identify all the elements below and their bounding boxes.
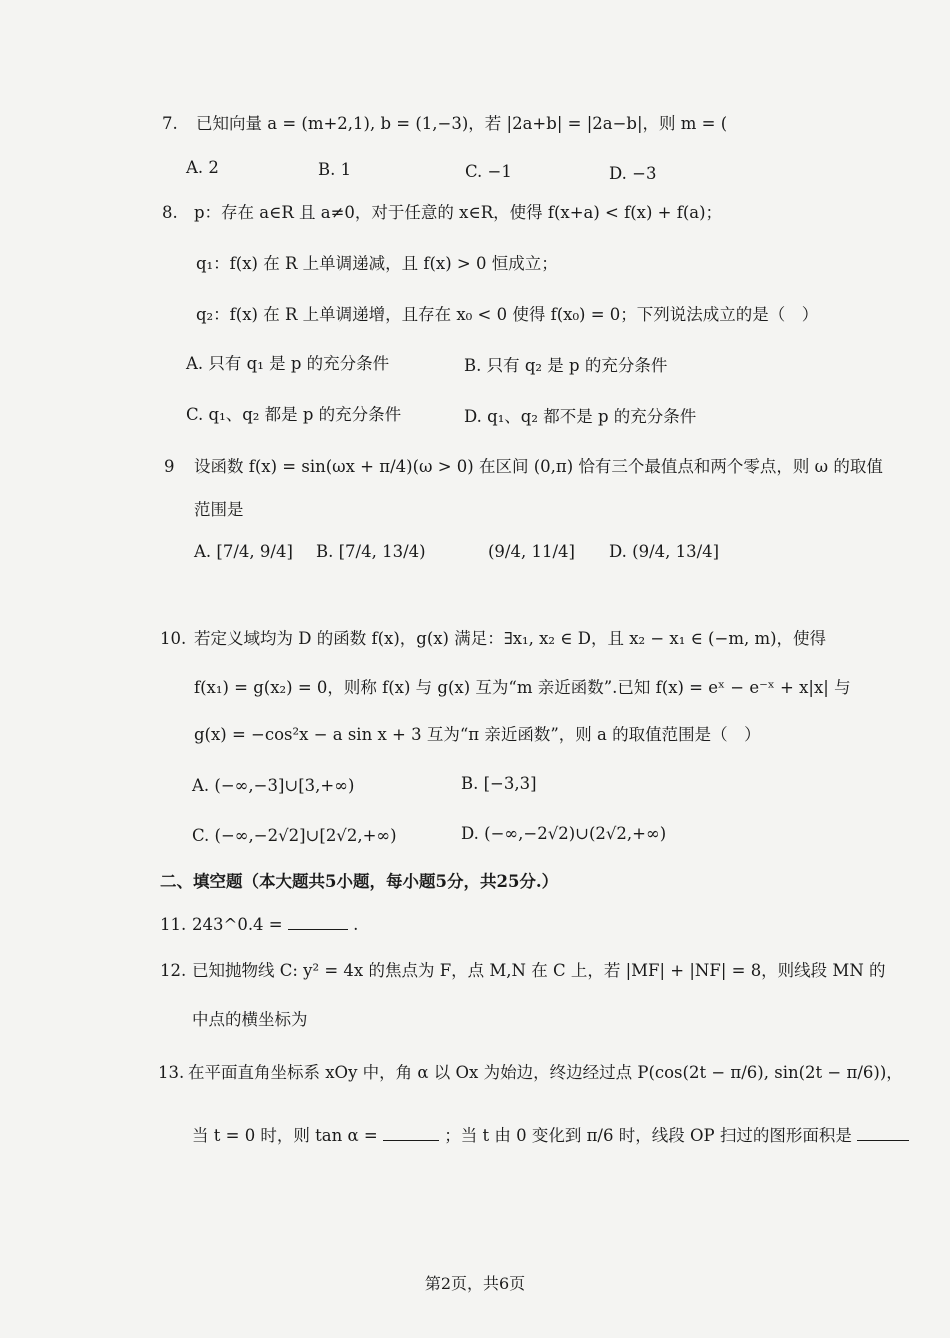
question-10-line-1: 若定义域均为 D 的函数 f(x)，g(x) 满足：∃x₁, x₂ ∈ D，且 x₂ − x₁ ∈ (−m, m)，使得 [194,629,827,648]
question-10-option-d: D. (−∞,−2√2)∪(2√2,+∞) [461,824,667,843]
page-footer: 第2页，共6页 [424,1274,526,1293]
question-10-line-2: f(x₁) = g(x₂) = 0，则称 f(x) 与 g(x) 互为“m 亲近函数”.已知 f(x) = eˣ − e⁻ˣ + x|x| 与 [194,678,851,697]
question-12-line-1: 已知抛物线 C: y² = 4x 的焦点为 F，点 M,N 在 C 上，若 |MF| + |NF| = 8，则线段 MN 的 [192,961,886,980]
question-9-stem: 设函数 f(x) = sin(ωx + π/4)(ω > 0) 在区间 (0,π) 恰有三个最值点和两个零点，则 ω 的取值 [194,457,883,476]
question-13-line-2 [192,1124,909,1148]
question-9-option-d: D. (9/4, 13/4] [609,542,720,561]
question-10-option-b: B. [−3,3] [461,774,537,793]
question-8-option-b: B. 只有 q₂ 是 p 的充分条件 [464,356,668,375]
question-13-line-1: 在平面直角坐标系 xOy 中，角 α 以 Ox 为始边，终边经过点 P(cos(2t − π/6), sin(2t − π/6))， [188,1063,903,1082]
question-9-option-b: B. [7/4, 13/4) [316,542,426,561]
question-13-number: 13. [158,1063,185,1082]
question-12-number: 12. [160,961,187,980]
question-13-answer-blank-2 [857,1126,909,1141]
question-7-number: 7. [162,114,178,133]
question-10-number: 10. [160,629,187,648]
section-2-heading: 二、填空题（本大题共5小题，每小题5分，共25分.） [160,872,559,891]
question-8-option-a: A. 只有 q₁ 是 p 的充分条件 [186,354,390,373]
question-11-expression: 243^0.4 = [192,915,283,934]
question-9-number: 9 [164,457,175,476]
question-8-proposition-q1: q₁：f(x) 在 R 上单调递减，且 f(x) > 0 恒成立； [196,254,558,273]
question-9-option-c: (9/4, 11/4] [488,542,575,561]
question-11-answer-blank [288,915,348,930]
question-10-line-3: g(x) = −cos²x − a sin x + 3 互为“π 亲近函数”，则 a 的取值范围是（ ） [194,725,761,744]
question-13-part-2: ；当 t 由 0 变化到 π/6 时，线段 OP 扫过的图形面积是 [444,1126,852,1145]
question-8-option-c: C. q₁、q₂ 都是 p 的充分条件 [186,405,402,424]
question-8-number: 8. [162,203,178,222]
question-7-option-a: A. 2 [186,158,219,177]
question-10-option-a: A. (−∞,−3]∪[3,+∞) [192,776,355,795]
question-11-number: 11. [160,915,187,934]
question-7-option-b: B. 1 [318,160,352,179]
question-13-answer-blank-1 [383,1126,439,1141]
question-8-proposition-q2: q₂：f(x) 在 R 上单调递增，且存在 x₀ < 0 使得 f(x₀) = 0；下列说法成立的是（ ） [196,305,819,324]
question-11-line [192,913,358,937]
question-11-period: . [353,915,359,934]
question-8-proposition-p: p：存在 a∈R 且 a≠0，对于任意的 x∈R，使得 f(x+a) < f(x) + f(a)； [194,203,723,222]
question-13-part-1: 当 t = 0 时，则 tan α = [192,1126,378,1145]
question-8-option-d: D. q₁、q₂ 都不是 p 的充分条件 [464,407,697,426]
question-9-stem-continued: 范围是 [194,500,244,519]
question-7-stem: 已知向量 a = (m+2,1), b = (1,−3)，若 |2a+b| = |2a−b|，则 m = ( [196,114,728,133]
question-7-option-d: D. −3 [609,164,657,183]
question-10-option-c: C. (−∞,−2√2]∪[2√2,+∞) [192,826,397,845]
question-7-option-c: C. −1 [465,162,512,181]
question-9-option-a: A. [7/4, 9/4] [194,542,293,561]
question-12-line-2: 中点的横坐标为 [192,1010,308,1029]
